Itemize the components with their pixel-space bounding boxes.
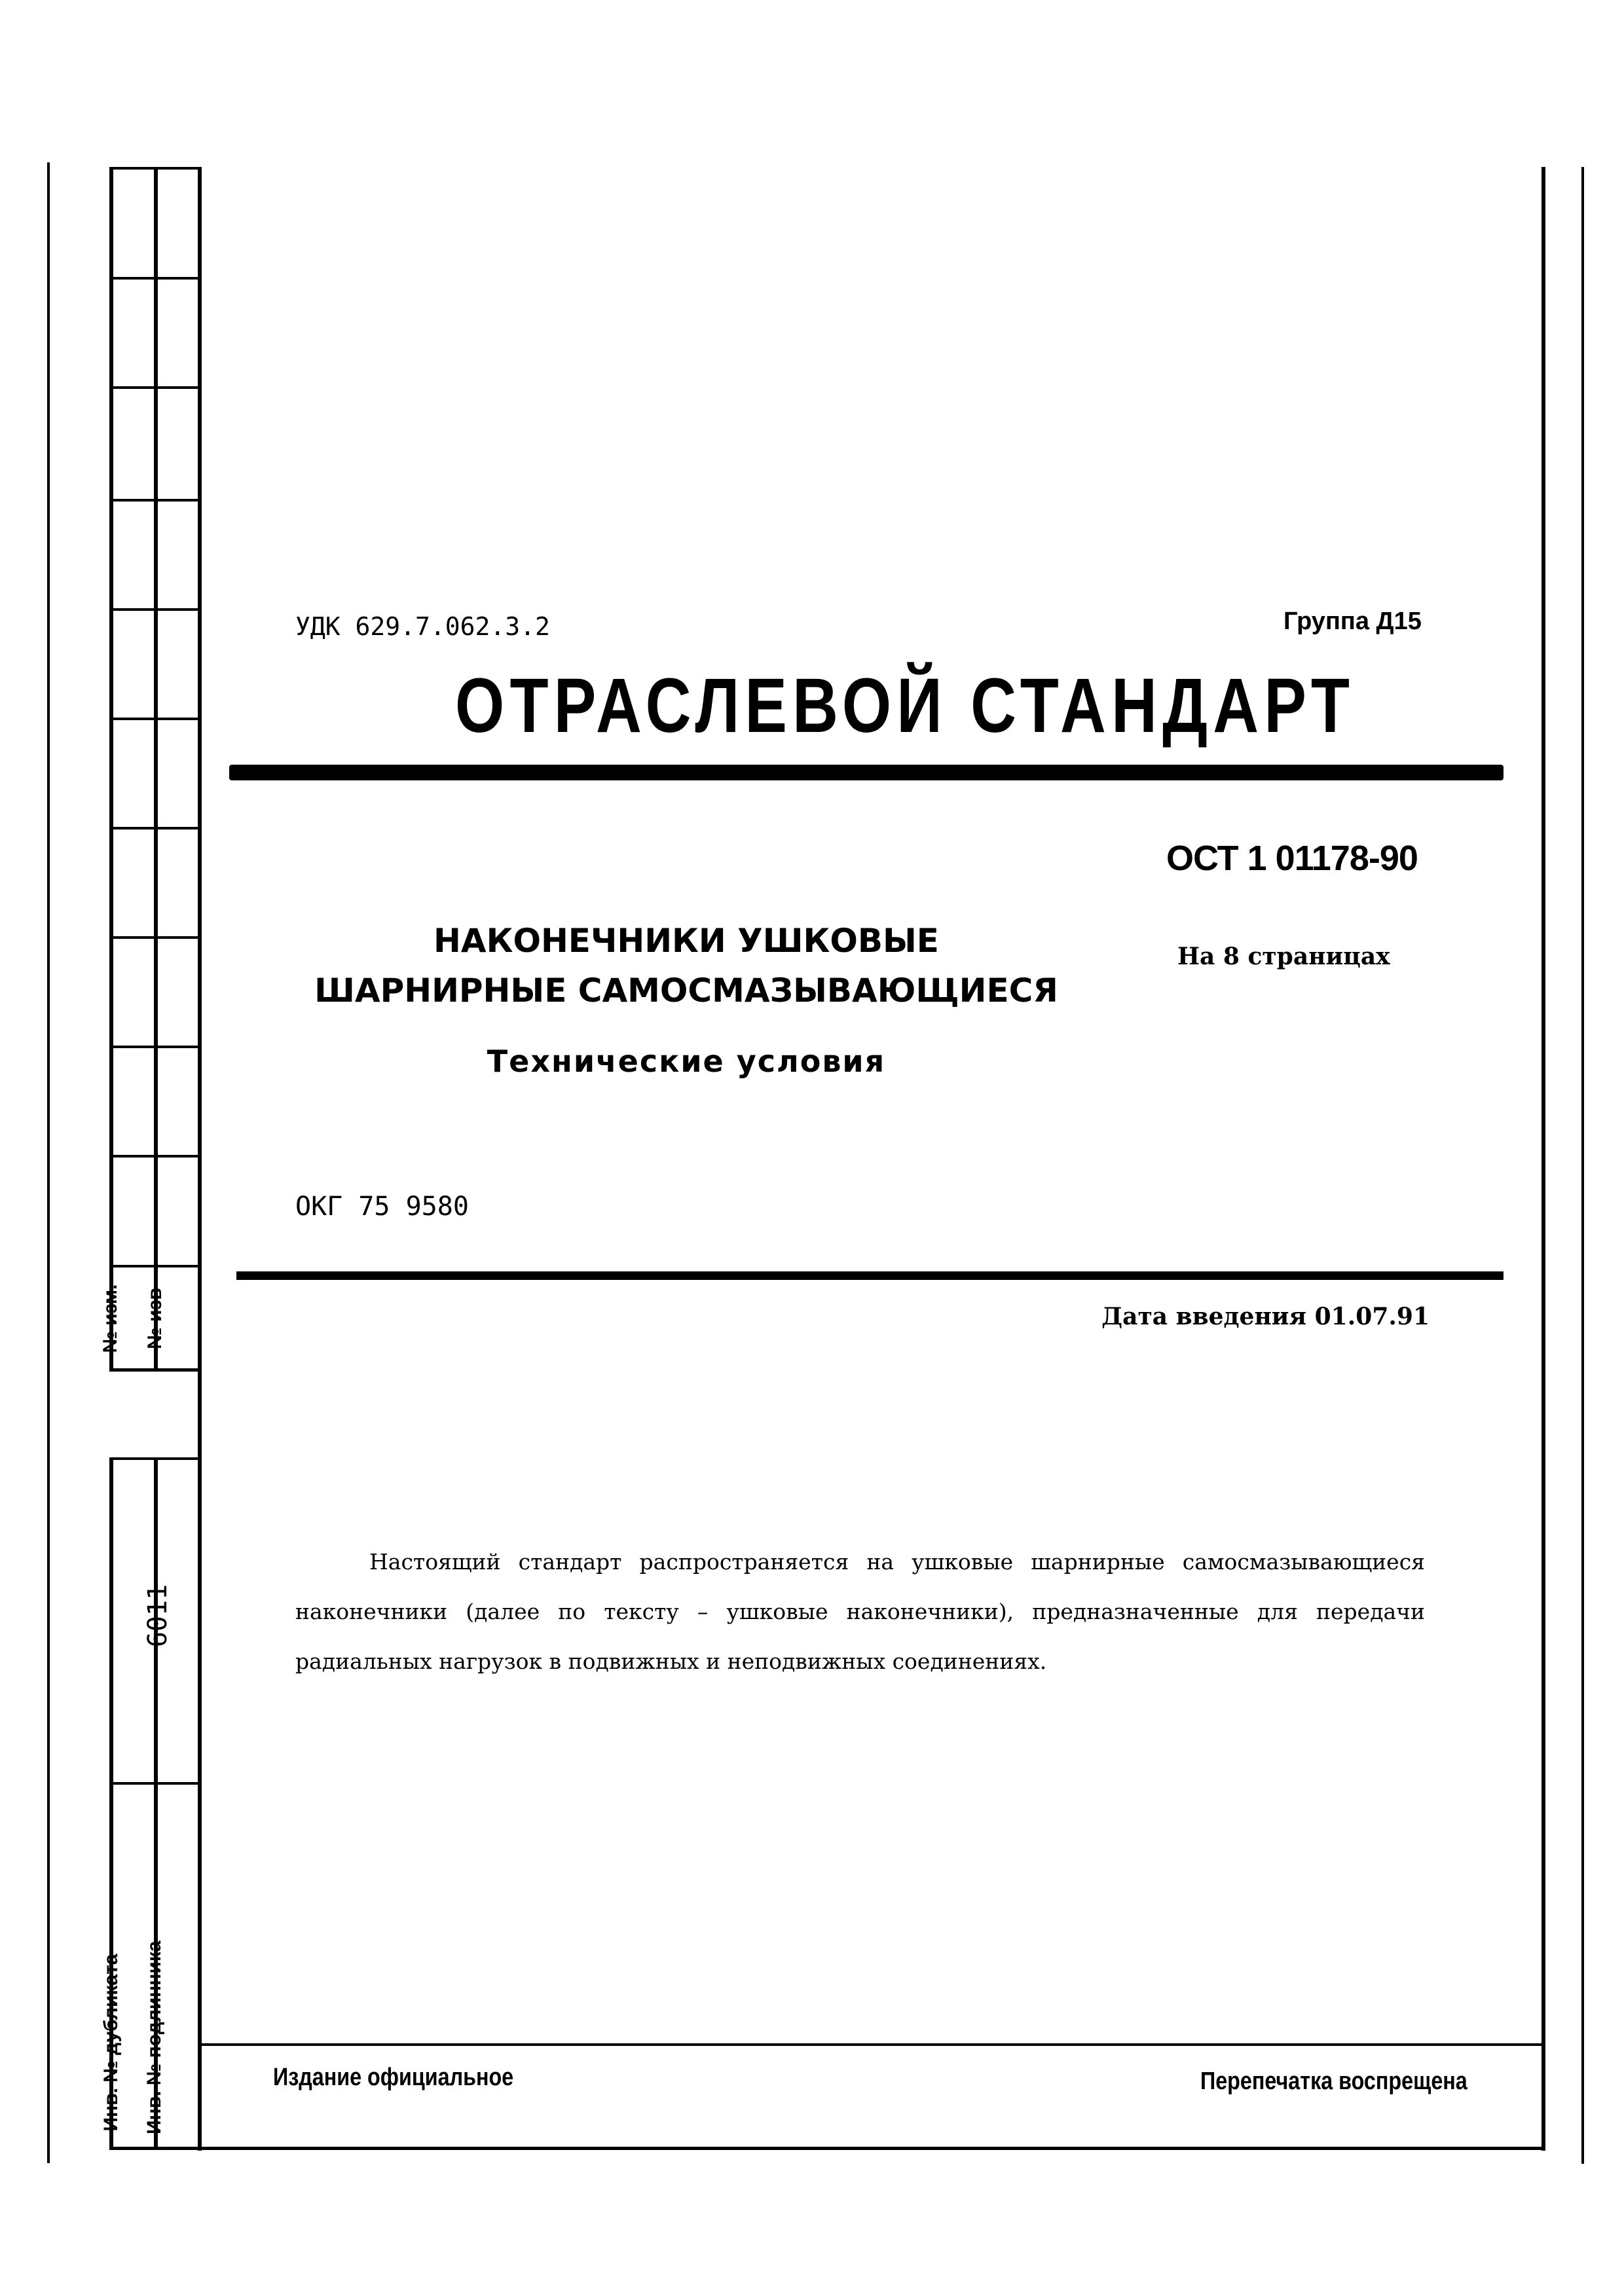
page-count: На 8 страницах: [1177, 943, 1390, 970]
footer-line: [198, 2043, 1545, 2046]
right-border-inner: [1541, 167, 1545, 2151]
scope-paragraph-text: Настоящий стандарт распространяется на ушковые шарнирные самосмазывающиеся наконечники (далее по тексту – ушковые наконечники), предназначенные для передачи радиальных нагрузок в подвижных и неподвижных соединениях.: [295, 1549, 1425, 1674]
margin-row: [109, 718, 201, 720]
margin-row: [109, 1155, 201, 1157]
bottom-border: [109, 2147, 1545, 2150]
page-title: ОТРАСЛЕВОЙ СТАНДАРТ: [455, 663, 1356, 749]
margin-box2-row: [109, 1782, 201, 1785]
scope-paragraph: [295, 1537, 1425, 1686]
margin-col-line-2: [154, 167, 158, 1370]
original-inv-label: Инв. № подлинника: [143, 1941, 165, 2134]
okg-code: ОКГ 75 9580: [295, 1192, 469, 1222]
okg-rule: [236, 1271, 1504, 1280]
margin-row: [109, 277, 201, 280]
margin-top-line: [109, 167, 201, 170]
duplicate-inv-label: Инв. № дубликата: [100, 1954, 122, 2132]
outer-left-line: [47, 162, 50, 2163]
udk-code: УДК 629.7.062.3.2: [295, 612, 550, 641]
margin-row: [109, 608, 201, 611]
notice-no-label: № изв: [144, 1288, 166, 1349]
standard-subtitle: Технические условия: [487, 1044, 886, 1079]
intro-date: Дата введения 01.07.91: [1101, 1303, 1430, 1330]
margin-col-line-1: [109, 167, 113, 1370]
group-code: Группа Д15: [1283, 608, 1422, 635]
inventory-value: 6011: [143, 1584, 173, 1648]
margin-row: [109, 386, 201, 389]
footer-reprint-prohibited: Перепечатка воспрещена: [1200, 2068, 1467, 2095]
margin-row: [109, 1368, 201, 1372]
change-no-label: № изм.: [100, 1284, 121, 1353]
title-rule: [229, 765, 1504, 780]
margin-col-line-3: [198, 167, 202, 2151]
margin-box2-top: [109, 1457, 201, 1460]
standard-name-line1: НАКОНЕЧНИКИ УШКОВЫЕ: [434, 922, 939, 960]
margin-row: [109, 499, 201, 501]
standard-code: ОСТ 1 01178-90: [1166, 839, 1418, 878]
margin-row: [109, 827, 201, 829]
right-border-outer: [1581, 167, 1584, 2164]
margin-row: [109, 1265, 201, 1267]
footer-official-edition: Издание официальное: [273, 2064, 514, 2091]
standard-name-line2: ШАРНИРНЫЕ САМОСМАЗЫВАЮЩИЕСЯ: [314, 972, 1058, 1010]
